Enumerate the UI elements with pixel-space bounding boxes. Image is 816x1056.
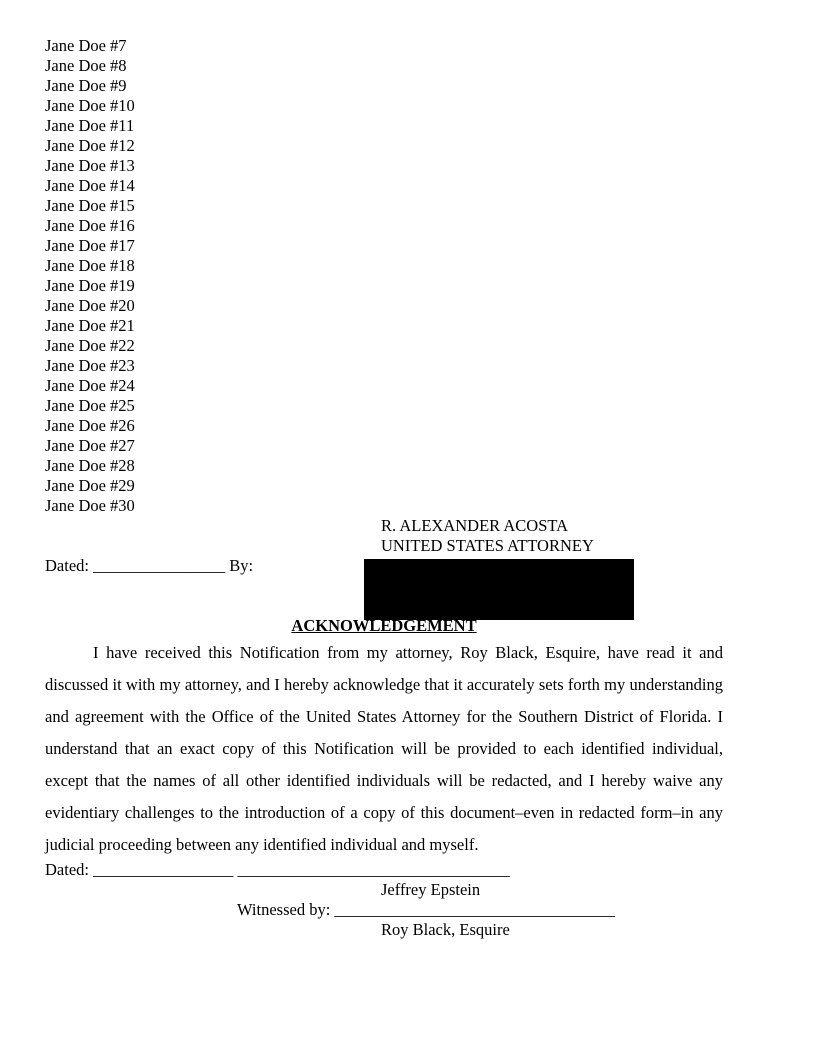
- list-item: Jane Doe #15: [45, 196, 135, 215]
- list-item: Jane Doe #25: [45, 396, 135, 415]
- list-item: Jane Doe #21: [45, 316, 135, 335]
- list-item: Jane Doe #12: [45, 136, 135, 155]
- list-item: Jane Doe #10: [45, 96, 135, 115]
- dated-by-line: Dated: ________________ By:: [45, 556, 254, 575]
- attorney-name: R. ALEXANDER ACOSTA: [381, 516, 569, 535]
- list-item: Jane Doe #29: [45, 476, 135, 495]
- list-item: Jane Doe #11: [45, 116, 135, 135]
- list-item: Jane Doe #19: [45, 276, 135, 295]
- list-item: Jane Doe #23: [45, 356, 135, 375]
- list-item: Jane Doe #18: [45, 256, 135, 275]
- list-item: Jane Doe #16: [45, 216, 135, 235]
- us-attorney-signature-block: [381, 516, 594, 556]
- list-item: Jane Doe #14: [45, 176, 135, 195]
- acknowledgement-heading: ACKNOWLEDGEMENT: [291, 616, 477, 635]
- list-item: Jane Doe #13: [45, 156, 135, 175]
- list-item: Jane Doe #30: [45, 496, 135, 515]
- list-item: Jane Doe #9: [45, 76, 127, 95]
- signer-name: Jeffrey Epstein: [381, 880, 481, 899]
- acknowledgement-dated-line: Dated: _________________ _________________________________: [45, 860, 510, 879]
- list-item: Jane Doe #17: [45, 236, 135, 255]
- list-item: Jane Doe #22: [45, 336, 135, 355]
- list-item: Jane Doe #7: [45, 36, 127, 55]
- list-item: Jane Doe #24: [45, 376, 135, 395]
- list-item: Jane Doe #20: [45, 296, 135, 315]
- acknowledgement-body: I have received this Notification from my attorney, Roy Black, Esquire, have read it and discussed it with my attorney, and I hereby acknowledge that it accurately sets forth my understanding and agreement with the Office of the United States Attorney for the Southern District of Florida. I understand that an exact copy of this Notification will be provided to each identified individual, except that the names of all other identified individuals will be redacted, and I hereby waive any evidentiary challenges to the introduction of a copy of this document–even in redacted form–in any judicial proceeding between any identified individual and myself.: [45, 643, 723, 854]
- list-item: Jane Doe #28: [45, 456, 135, 475]
- list-item: Jane Doe #26: [45, 416, 135, 435]
- jane-doe-list: [45, 36, 135, 516]
- list-item: Jane Doe #8: [45, 56, 127, 75]
- attorney-title: UNITED STATES ATTORNEY: [381, 536, 594, 555]
- list-item: Jane Doe #27: [45, 436, 135, 455]
- witness-line: Witnessed by: __________________________________: [237, 900, 615, 919]
- redaction-box: [364, 559, 634, 620]
- witness-name: Roy Black, Esquire: [381, 920, 510, 939]
